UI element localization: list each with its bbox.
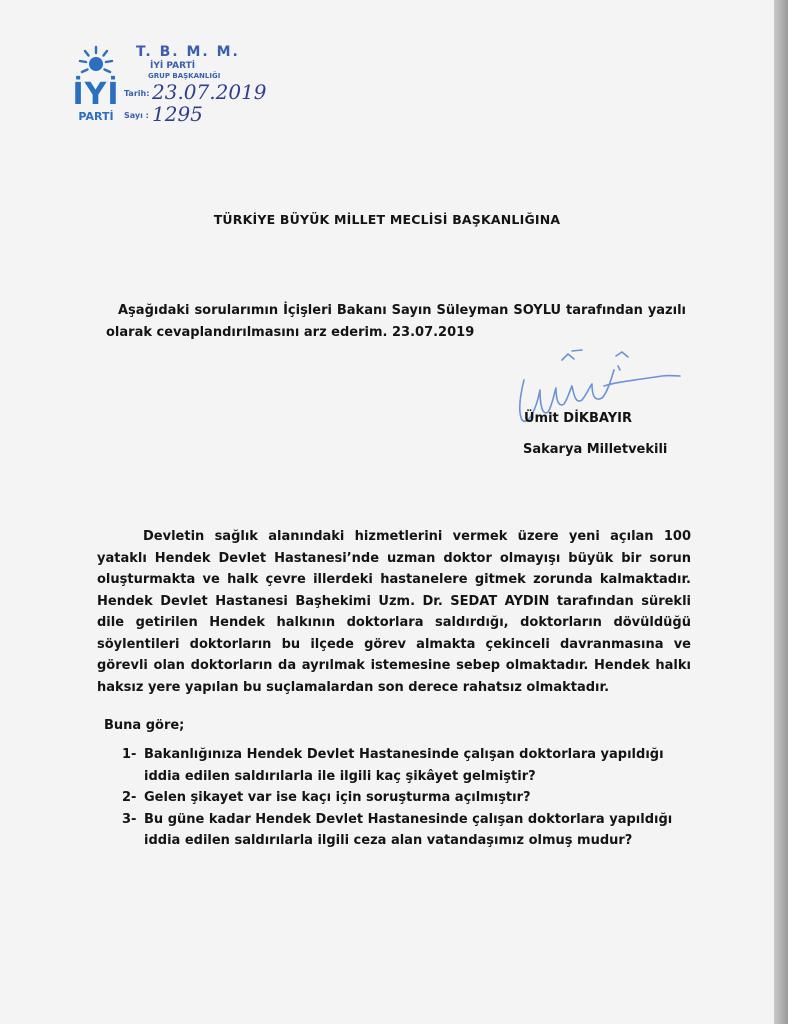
question-item (104, 744, 694, 787)
sun-icon (78, 44, 114, 80)
question-number: 2- (122, 790, 137, 805)
page-edge-shadow (774, 0, 788, 1024)
body-paragraph: Devletin sağlık alanındaki hizmetlerini vermek üzere yeni açılan 100 yataklı Hendek Devlet Hastanesi’nde uzman doktor olmayışı büyük bir sorun oluşturmakta ve halk çevre illerdeki hastanelere gitmek zorunda kalmaktadır. Hendek Devlet Hastanesi Başhekimi Uzm. Dr. SEDAT AYDIN tarafından sürekli dile getirilen Hendek halkının doktorlara saldırdığı, doktorların dövüldüğü söylentileri doktorların bu ilçede görev almakta çekinceli davranmasına ve görevli olan doktorların da ayrılmak istemesine sebep olmaktadır. Hendek halkı haksız yere yapılan bu suçlamalardan son derece rahatsız olmaktadır. (97, 529, 691, 695)
stamp-date-label: Tarih: (124, 89, 150, 98)
question-text: Gelen şikayet var ise kaçı için soruşturma açılmıştır? (144, 790, 531, 805)
stamp-number-value: 1295 (152, 102, 203, 126)
questions-lead: Buna göre; (104, 718, 185, 733)
intro-paragraph: Aşağıdaki sorularımın İçişleri Bakanı Sayın Süleyman SOYLU tarafından yazılı olarak cevaplandırılmasını arz ederim. 23.07.2019 (106, 303, 686, 340)
logo-text: İYİ (72, 77, 120, 112)
signer-title: Sakarya Milletvekili (523, 442, 668, 457)
question-text: Bu güne kadar Hendek Devlet Hastanesinde çalışan doktorlara yapıldığı iddia edilen saldırılarla ilgili ceza alan vatandaşımız olmuş mudur? (144, 811, 673, 848)
document-heading: TÜRKİYE BÜYÜK MİLLET MECLİSİ BAŞKANLIĞINA (213, 212, 561, 227)
logo-subtext: PARTİ (78, 110, 114, 123)
question-number: 1- (122, 747, 137, 762)
registry-stamp (124, 44, 274, 130)
question-item (104, 787, 694, 809)
signer-name: Ümit DİKBAYIR (524, 411, 632, 426)
question-number: 3- (122, 811, 137, 827)
question-item (104, 809, 694, 852)
stamp-line-1: T. B. M. M. (136, 44, 240, 60)
stamp-line-2: İYİ PARTİ (150, 61, 196, 71)
stamp-line-3: GRUP BAŞKANLIĞI (148, 72, 221, 80)
questions-list (104, 744, 694, 852)
question-text: Bakanlığınıza Hendek Devlet Hastanesinde çalışan doktorlara yapıldığı iddia edilen saldırılarla ile ilgili kaç şikâyet gelmiştir? (144, 747, 664, 784)
party-logo (70, 44, 122, 126)
stamp-date-value: 23.07.2019 (152, 80, 267, 104)
stamp-number-label: Sayı : (124, 111, 149, 120)
